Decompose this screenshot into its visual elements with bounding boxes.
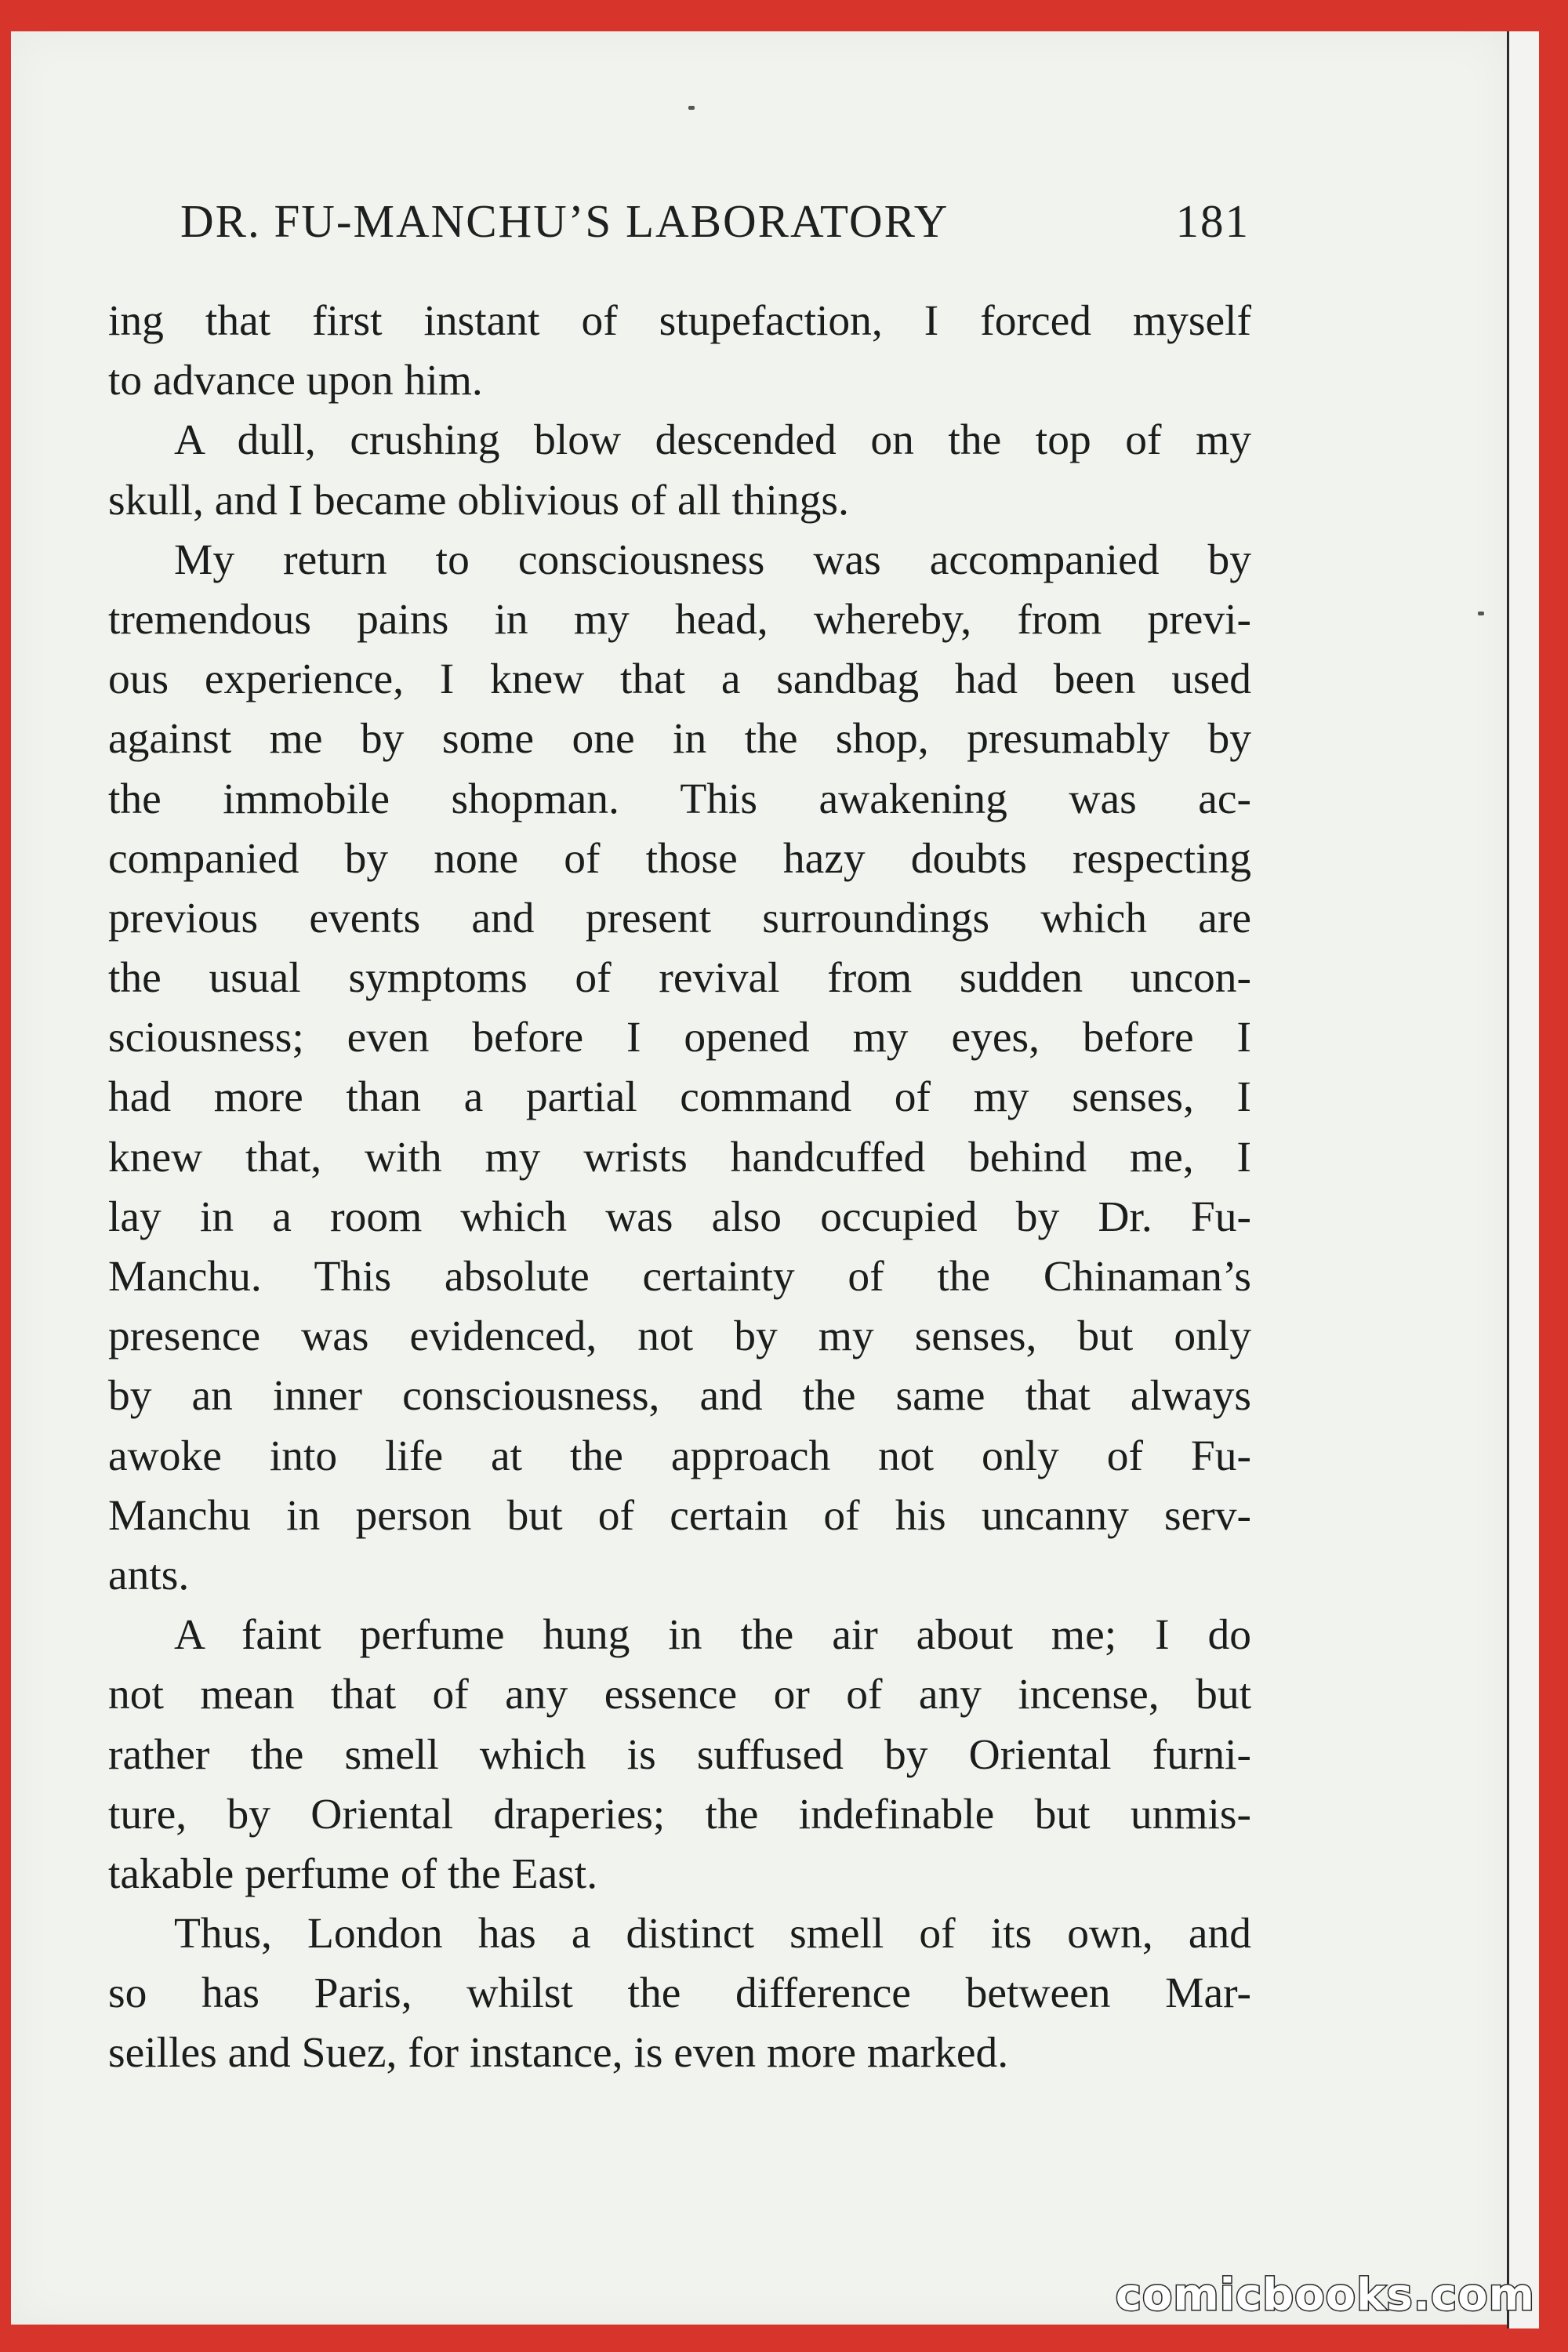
text-line: the usual symptoms of revival from sudden uncon- xyxy=(108,954,1251,1003)
text-line: A faint perfume hung in the air about me; I do xyxy=(174,1611,1251,1660)
text-line: skull, and I became oblivious of all things. xyxy=(108,476,849,524)
text-line: tremendous pains in my head, whereby, from previ- xyxy=(108,595,1251,644)
text-line: A dull, crushing blow descended on the top of my xyxy=(174,416,1251,465)
text-line: knew that, with my wrists handcuffed behind me, I xyxy=(108,1133,1251,1181)
text-line: Thus, London has a distinct smell of its own, and xyxy=(174,1910,1251,1958)
text-line: lay in a room which was also occupied by Dr. Fu- xyxy=(108,1192,1251,1241)
paragraph xyxy=(108,292,1251,411)
text-line: previous events and present surroundings which are xyxy=(108,894,1251,942)
text-line: companied by none of those hazy doubts respecting xyxy=(108,834,1251,883)
text-line: against me by some one in the shop, presumably by xyxy=(108,715,1251,764)
paragraph xyxy=(108,1606,1251,1904)
paper-speck xyxy=(688,106,695,110)
paragraph xyxy=(108,1904,1251,2084)
text-line: ing that first instant of stupefaction, I forced myself xyxy=(108,297,1251,345)
paper-speck xyxy=(1478,612,1484,615)
text-line: sciousness; even before I opened my eyes, before I xyxy=(108,1014,1251,1062)
text-line: had more than a partial command of my senses, I xyxy=(108,1073,1251,1122)
paragraph xyxy=(108,531,1251,1606)
text-line: My return to consciousness was accompanied by xyxy=(174,535,1251,584)
text-line: awoke into life at the approach not only of Fu- xyxy=(108,1432,1251,1480)
text-line: Manchu in person but of certain of his uncanny serv- xyxy=(108,1491,1251,1540)
watermark-logo: comicbooks.com xyxy=(1115,2270,1535,2321)
running-header xyxy=(174,194,1250,249)
body-text xyxy=(108,292,1251,2084)
text-line: takable perfume of the East. xyxy=(108,1849,598,1898)
text-line: to advance upon him. xyxy=(108,357,483,405)
chapter-title: DR. FU-MANCHU’S LABORATORY xyxy=(180,195,949,247)
text-line: not mean that of any essence or of any incense, but xyxy=(108,1671,1251,1719)
text-line: ous experience, I knew that a sandbag had been used xyxy=(108,655,1251,704)
text-line: seilles and Suez, for instance, is even more marked. xyxy=(108,2029,1009,2078)
text-line: the immobile shopman. This awakening was ac- xyxy=(108,775,1251,823)
text-line: presence was evidenced, not by my senses, but only xyxy=(108,1312,1251,1361)
text-line: so has Paris, whilst the difference between Mar- xyxy=(108,1969,1251,2018)
page-number: 181 xyxy=(1175,195,1250,247)
text-line: by an inner consciousness, and the same that always xyxy=(108,1372,1251,1421)
page-edge xyxy=(1507,31,1539,2328)
paragraph xyxy=(108,411,1251,530)
text-line: ants. xyxy=(108,1551,190,1599)
text-line: ture, by Oriental draperies; the indefinable but unmis- xyxy=(108,1790,1251,1838)
text-line: Manchu. This absolute certainty of the Chinaman’s xyxy=(108,1253,1251,1301)
text-line: rather the smell which is suffused by Oriental furni- xyxy=(108,1730,1251,1779)
